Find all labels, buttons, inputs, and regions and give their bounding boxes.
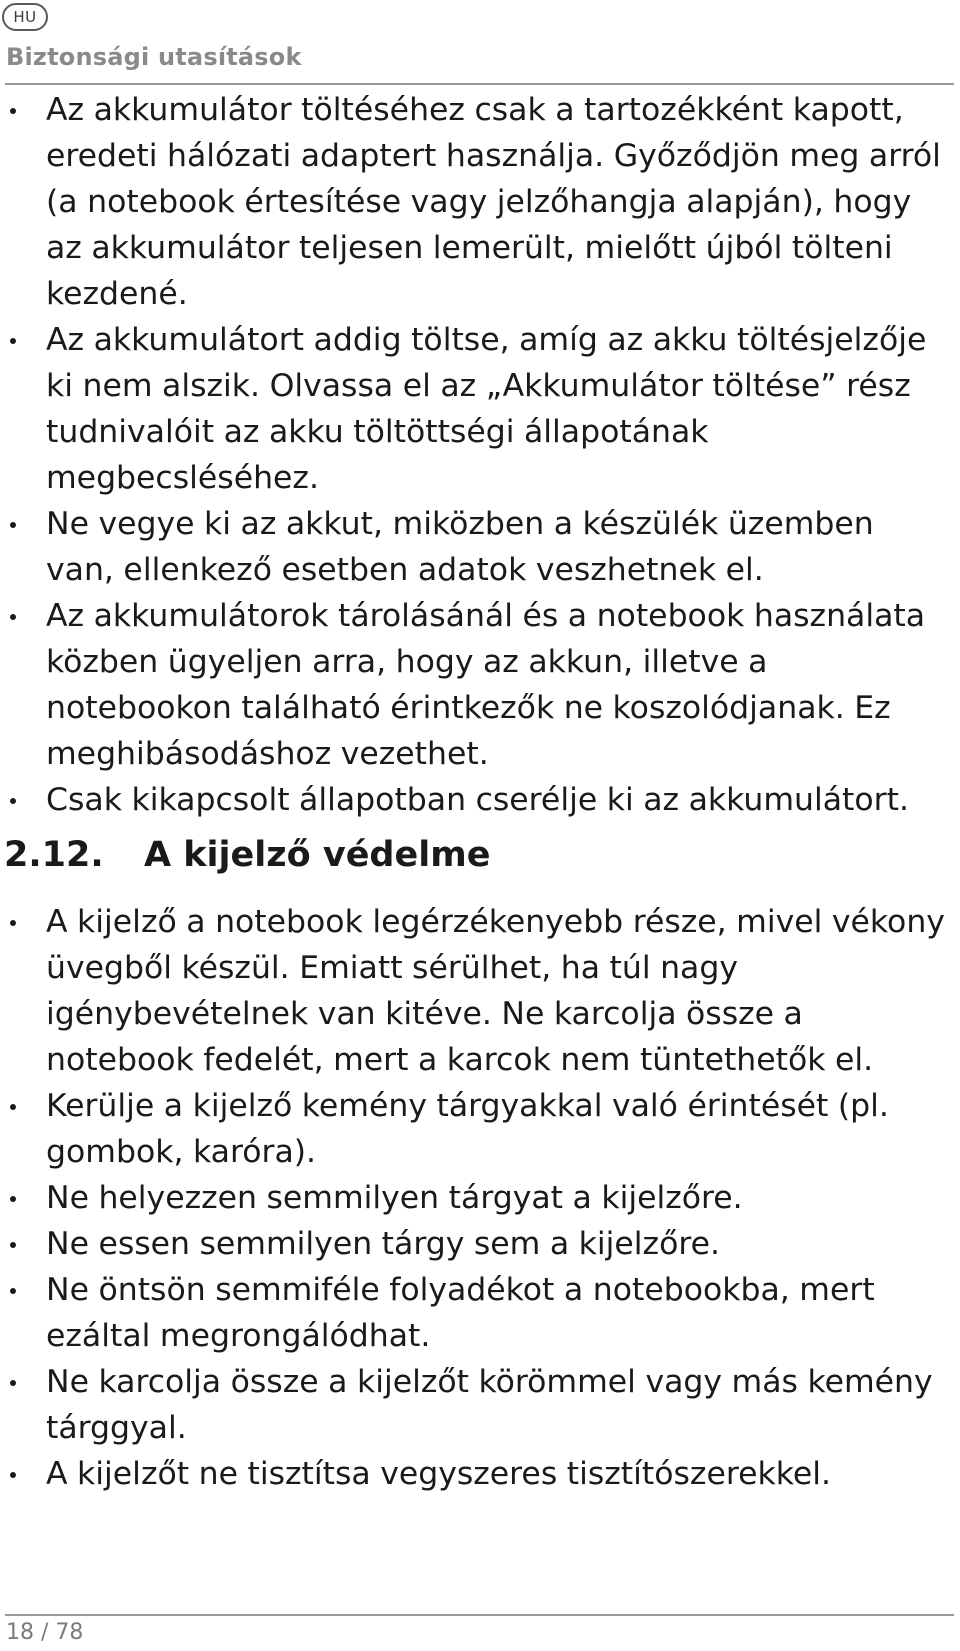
list-item — [0, 1267, 960, 1359]
display-protection-list — [0, 899, 960, 1497]
list-item-text: Ne vegye ki az akkut, miközben a készülék üzemben van, ellenkező esetben adatok veszhetnek el. — [46, 506, 874, 588]
battery-safety-list — [0, 87, 960, 823]
list-item — [0, 317, 960, 501]
bullet-icon — [10, 1288, 16, 1294]
bullet-icon — [10, 920, 16, 926]
bullet-icon — [10, 1472, 16, 1478]
bullet-icon — [10, 1242, 16, 1248]
list-item-text: Ne helyezzen semmilyen tárgyat a kijelzőre. — [46, 1180, 743, 1216]
bullet-icon — [10, 108, 16, 114]
list-item — [0, 1359, 960, 1451]
language-badge: HU — [2, 3, 48, 31]
list-item-text: Az akkumulátor töltéséhez csak a tartozékként kapott, eredeti hálózati adaptert használja. Győződjön meg arról (a notebook értesítése vagy jelzőhangja alapján), hogy az akkumulátor teljesen lemerült, mielőtt újból tölteni kezdené. — [46, 92, 941, 312]
header-divider — [5, 83, 954, 85]
page-number: 18 / 78 — [6, 1620, 84, 1645]
bullet-icon — [10, 1380, 16, 1386]
bullet-icon — [10, 798, 16, 804]
list-item-text: A kijelző a notebook legérzékenyebb része, mivel vékony üvegből készül. Emiatt sérülhet, ha túl nagy igénybevételnek van kitéve. Ne karcolja össze a notebook fedelét, mert a karcok nem tüntethetők el. — [46, 904, 945, 1078]
bullet-icon — [10, 1196, 16, 1202]
list-item-text: Kerülje a kijelző kemény tárgyakkal való érintését (pl. gombok, karóra). — [46, 1088, 889, 1170]
list-item — [0, 501, 960, 593]
bullet-icon — [10, 614, 16, 620]
page-content — [0, 87, 960, 1497]
list-item — [0, 899, 960, 1083]
list-item-text: Az akkumulátort addig töltse, amíg az akku töltésjelzője ki nem alszik. Olvassa el az „Akkumulátor töltése” rész tudnivalóit az akku töltöttségi állapotának megbecsléséhez. — [46, 322, 927, 496]
list-item-text: Ne karcolja össze a kijelzőt körömmel vagy más kemény tárggyal. — [46, 1364, 933, 1446]
bullet-icon — [10, 522, 16, 528]
list-item-text: Csak kikapcsolt állapotban cserélje ki az akkumulátort. — [46, 782, 909, 818]
list-item — [0, 1175, 960, 1221]
section-title: A kijelző védelme — [144, 835, 491, 875]
footer-divider — [5, 1614, 954, 1616]
list-item — [0, 1083, 960, 1175]
section-heading — [0, 835, 960, 893]
section-header-title: Biztonsági utasítások — [6, 43, 302, 71]
list-item-text: Az akkumulátorok tárolásánál és a notebook használata közben ügyeljen arra, hogy az akkun, illetve a notebookon található érintkezők ne koszolódjanak. Ez meghibásodáshoz vezethet. — [46, 598, 926, 772]
list-item — [0, 1451, 960, 1497]
list-item — [0, 87, 960, 317]
list-item — [0, 1221, 960, 1267]
list-item — [0, 593, 960, 777]
bullet-icon — [10, 338, 16, 344]
list-item — [0, 777, 960, 823]
list-item-text: Ne essen semmilyen tárgy sem a kijelzőre. — [46, 1226, 721, 1262]
bullet-icon — [10, 1104, 16, 1110]
list-item-text: Ne öntsön semmiféle folyadékot a notebookba, mert ezáltal megrongálódhat. — [46, 1272, 875, 1354]
section-number: 2.12. — [4, 835, 104, 875]
list-item-text: A kijelzőt ne tisztítsa vegyszeres tisztítószerekkel. — [46, 1456, 831, 1492]
